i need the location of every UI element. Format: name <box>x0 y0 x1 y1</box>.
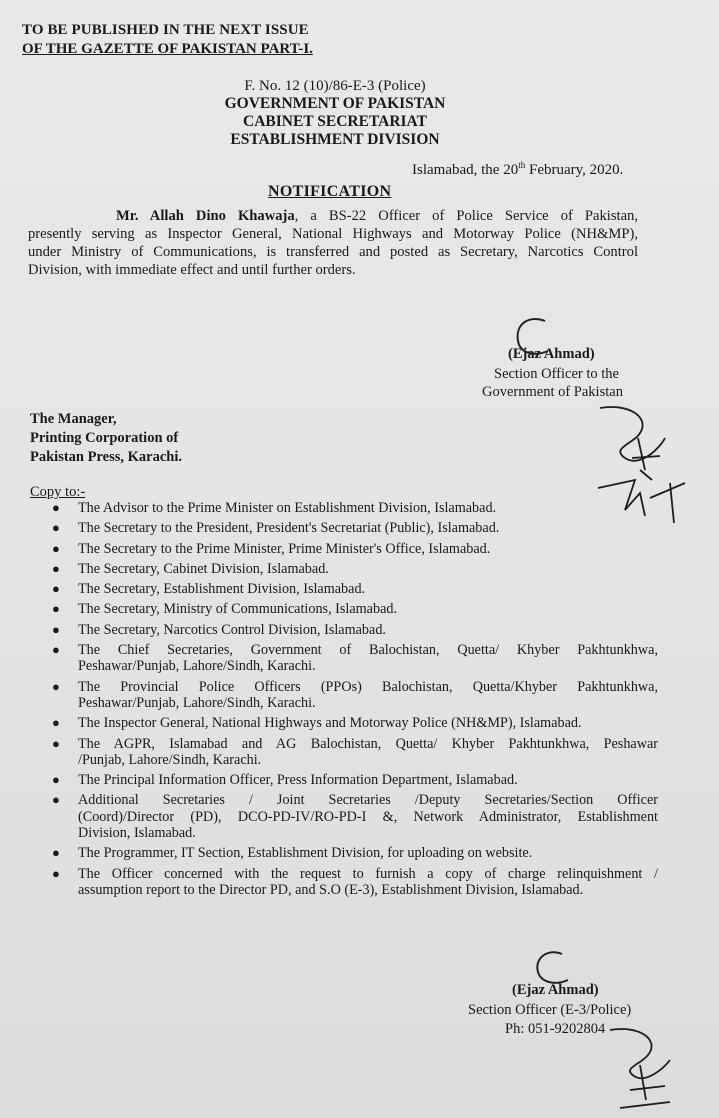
addressee-block <box>30 410 182 467</box>
copy-to-item-line: The Inspector General, National Highways and Motorway Police (NH&MP), Islamabad. <box>78 715 582 732</box>
notification-title: NOTIFICATION <box>268 183 392 200</box>
copy-to-item <box>52 736 658 769</box>
bullet-icon: ● <box>52 865 60 881</box>
bullet-icon: ● <box>52 715 60 731</box>
signatory-name-top: (Ejaz Ahmad) <box>508 346 595 362</box>
bullet-icon: ● <box>52 540 60 556</box>
division-heading: ESTABLISHMENT DIVISION <box>230 131 440 148</box>
copy-to-item-line: (Coord)/Director (PD), DCO-PD-IV/RO-PD-I &, Network Administrator, Establishment <box>78 808 658 825</box>
copy-to-item <box>52 541 658 557</box>
date-sup: th <box>518 160 526 170</box>
copy-to-item-line: The Principal Information Officer, Press Information Department, Islamabad. <box>78 772 518 789</box>
copy-to-item <box>52 866 658 899</box>
body-line: presently serving as Inspector General, National Highways and Motorway Police (NH&MP), <box>28 226 638 242</box>
secretariat-heading: CABINET SECRETARIAT <box>243 113 427 130</box>
copy-to-item-line: The Officer concerned with the request to furnish a copy of charge relinquishment / <box>78 865 658 882</box>
body-line: Mr. Allah Dino Khawaja, a BS-22 Officer of Police Service of Pakistan, <box>116 208 639 224</box>
copy-to-item-line: The AGPR, Islamabad and AG Balochistan, Quetta/ Khyber Pakhtunkhwa, Peshawar <box>78 735 658 752</box>
copy-to-item <box>52 622 658 638</box>
copy-to-item <box>52 642 658 675</box>
signatory-designation-bottom: Section Officer (E-3/Police) <box>468 1002 632 1018</box>
copy-to-item <box>52 520 658 536</box>
signatory-phone: Ph: 051-9202804 <box>505 1021 606 1037</box>
copy-to-item-line: The Secretary to the Prime Minister, Prime Minister's Office, Islamabad. <box>78 540 491 557</box>
copy-to-item <box>52 792 658 841</box>
bullet-icon: ● <box>52 678 60 694</box>
handwritten-initials-bottom <box>600 1020 690 1115</box>
copy-to-item-line: Peshawar/Punjab, Lahore/Sindh, Karachi. <box>78 658 316 675</box>
copy-to-item <box>52 500 658 516</box>
signatory-org-top: Government of Pakistan <box>482 384 623 400</box>
copy-to-label: Copy to:- <box>30 484 86 500</box>
copy-to-item-line: The Secretary, Ministry of Communications, Islamabad. <box>78 601 398 618</box>
officer-name: Mr. Allah Dino Khawaja <box>116 208 295 224</box>
bullet-icon: ● <box>52 642 60 658</box>
copy-to-item-line: The Secretary, Establishment Division, Islamabad. <box>78 581 366 598</box>
copy-to-item-line: The Secretary, Cabinet Division, Islamabad. <box>78 560 329 577</box>
bullet-icon: ● <box>52 792 60 808</box>
addressee-line: The Manager, <box>30 411 117 427</box>
signatory-designation-top: Section Officer to the <box>494 366 619 382</box>
body-line: under Ministry of Communications, is transferred and posted as Secretary, Narcotics Control <box>28 244 638 260</box>
gazette-header-line1: TO BE PUBLISHED IN THE NEXT ISSUE <box>22 22 309 38</box>
notification-body <box>28 207 638 279</box>
signatory-name-bottom: (Ejaz Ahmad) <box>512 982 599 998</box>
gazette-header-line2: OF THE GAZETTE OF PAKISTAN PART-I. <box>22 41 313 57</box>
government-heading: GOVERNMENT OF PAKISTAN <box>224 95 446 112</box>
copy-to-item-line: Additional Secretaries / Joint Secretaries /Deputy Secretaries/Section Officer <box>78 792 658 809</box>
file-number: F. No. 12 (10)/86-E-3 (Police) <box>244 78 426 94</box>
bullet-icon: ● <box>52 772 60 788</box>
copy-to-item-line: The Chief Secretaries, Government of Balochistan, Quetta/ Khyber Pakhtunkhwa, <box>78 642 658 659</box>
copy-to-list <box>52 500 658 902</box>
copy-to-item <box>52 561 658 577</box>
bullet-icon: ● <box>52 845 60 861</box>
copy-to-item <box>52 715 658 731</box>
bullet-icon: ● <box>52 581 60 597</box>
bullet-icon: ● <box>52 500 60 515</box>
bullet-icon: ● <box>52 560 60 576</box>
copy-to-item-line: The Advisor to the Prime Minister on Establishment Division, Islamabad. <box>78 500 497 516</box>
addressee-line: Pakistan Press, Karachi. <box>30 449 182 465</box>
copy-to-item-line: The Secretary, Narcotics Control Division, Islamabad. <box>78 621 386 638</box>
bullet-icon: ● <box>52 621 60 637</box>
copy-to-item <box>52 772 658 788</box>
date-suffix: February, 2020. <box>525 162 624 178</box>
bullet-icon: ● <box>52 735 60 751</box>
date-prefix: Islamabad, the 20 <box>412 162 519 178</box>
copy-to-item-line: /Punjab, Lahore/Sindh, Karachi. <box>78 751 262 768</box>
date-line <box>412 160 623 179</box>
copy-to-item <box>52 845 658 861</box>
copy-to-item-line: The Provincial Police Officers (PPOs) Balochistan, Quetta/Khyber Pakhtunkhwa, <box>78 678 658 695</box>
copy-to-item-line: The Secretary to the President, President's Secretariat (Public), Islamabad. <box>78 520 500 537</box>
body-line: Division, with immediate effect and until further orders. <box>28 262 356 278</box>
addressee-line: Printing Corporation of <box>30 430 179 446</box>
copy-to-item <box>52 679 658 712</box>
copy-to-item-line: Peshawar/Punjab, Lahore/Sindh, Karachi. <box>78 694 316 711</box>
copy-to-item-line: assumption report to the Director PD, and S.O (E-3), Establishment Division, Islamabad. <box>78 881 584 898</box>
bullet-icon: ● <box>52 520 60 536</box>
bullet-icon: ● <box>52 601 60 617</box>
copy-to-item-line: Division, Islamabad. <box>78 825 196 842</box>
copy-to-item <box>52 601 658 617</box>
copy-to-item-line: The Programmer, IT Section, Establishment Division, for uploading on website. <box>78 845 533 862</box>
copy-to-item <box>52 581 658 597</box>
